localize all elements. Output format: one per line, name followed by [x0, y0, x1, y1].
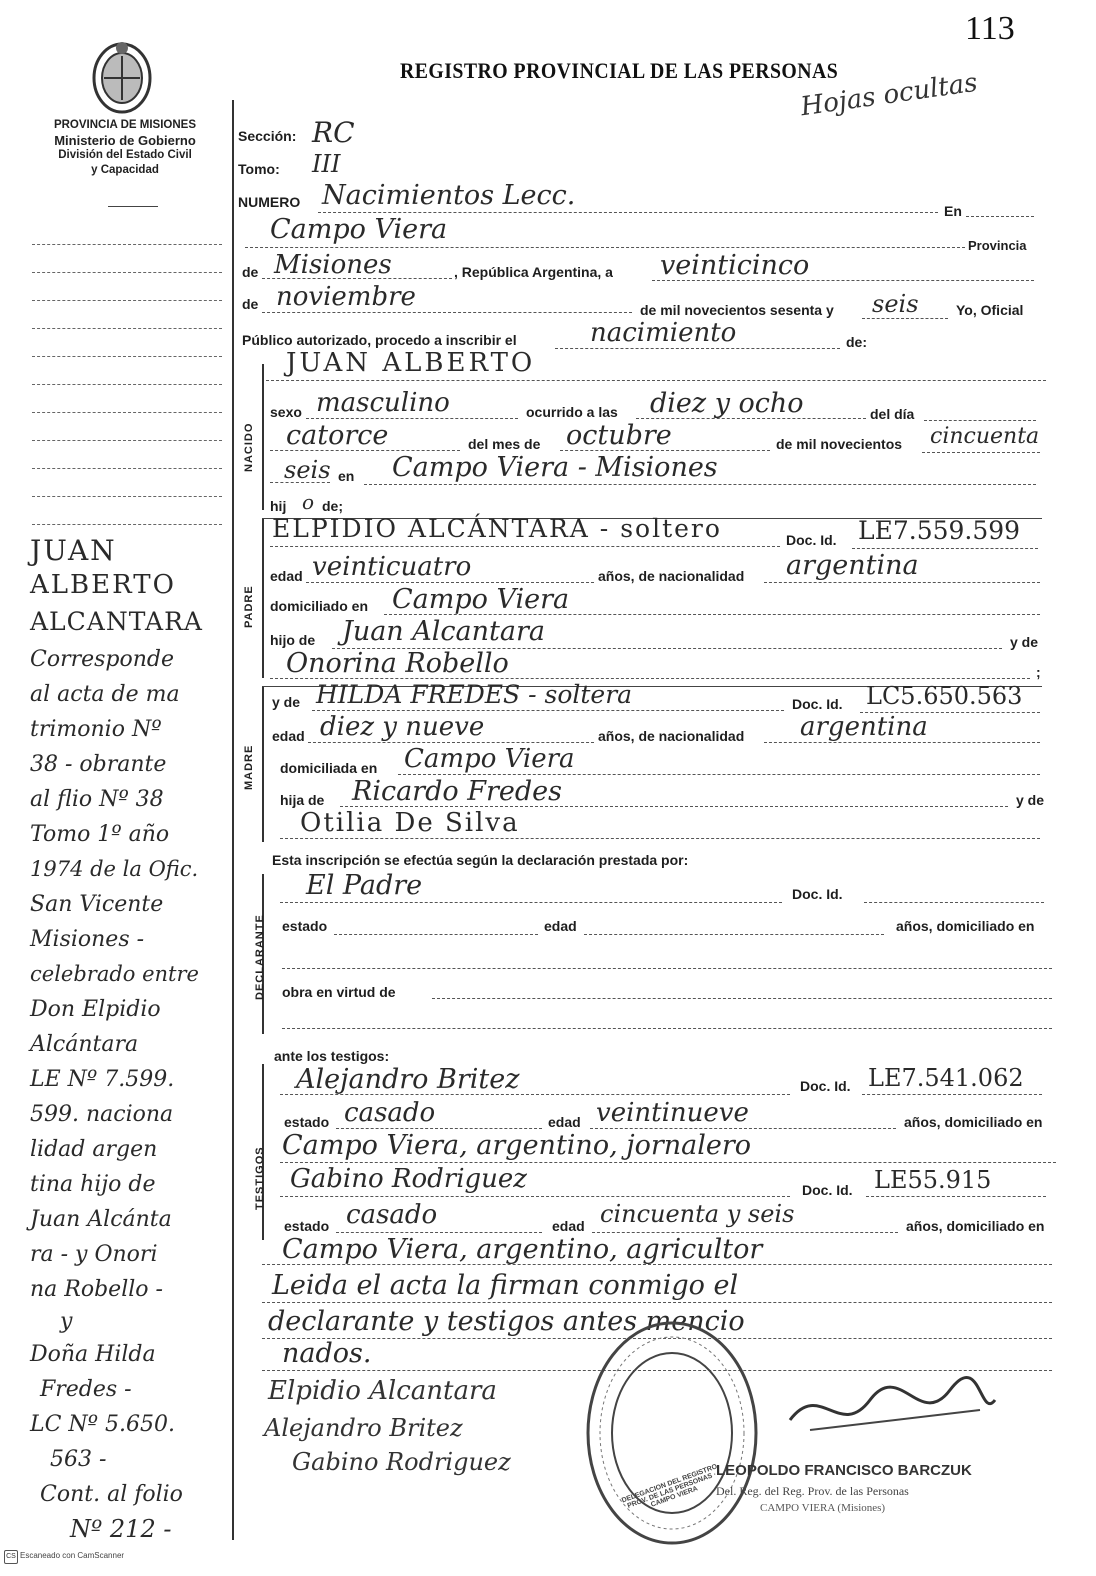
margin-line: lidad argen [30, 1137, 158, 1162]
doc-label: Doc. Id. [802, 1182, 853, 1198]
field-line [590, 1128, 896, 1129]
anios-dom-label: años, domiciliado en [904, 1114, 1043, 1130]
field-line [924, 420, 1036, 421]
margin-line: Fredes - [40, 1377, 132, 1402]
tomo-label: Tomo: [238, 161, 280, 177]
doc-label: Doc. Id. [792, 696, 843, 712]
testigo2-dom-value: Campo Viera, argentino, agricultor [282, 1234, 763, 1265]
padre-value: ELPIDIO ALCÁNTARA - soltero [272, 514, 722, 543]
field-line [262, 1264, 1052, 1265]
testigo1-edad-value: veintinueve [596, 1098, 749, 1128]
estado-label: estado [282, 918, 328, 934]
madre-madre-value: Otilia De Silva [300, 808, 520, 838]
page-number: 113 [965, 10, 1015, 47]
margin-line: LC Nº 5.650. [30, 1412, 175, 1437]
field-line [280, 1196, 790, 1197]
dia-letras-value: veinticinco [660, 250, 810, 281]
anios-nac-label: años, de nacionalidad [598, 568, 745, 584]
field-line [384, 614, 1040, 615]
field-line [306, 582, 594, 583]
field-line [280, 902, 782, 903]
margin-line: JUAN [30, 534, 117, 567]
numero-label: NUMERO [238, 194, 301, 210]
signature-declarante: Elpidio Alcantara [268, 1376, 497, 1406]
field-line [312, 710, 784, 711]
margin-rule [232, 100, 234, 1540]
section-testigos-label: TESTIGOS [254, 1146, 266, 1210]
anio-value: seis [872, 290, 919, 318]
field-line [282, 1028, 1052, 1029]
section-rule [262, 518, 264, 678]
field-line [336, 1232, 542, 1233]
margin-line: na Robello - [30, 1277, 163, 1302]
madre-edad-value: diez y nueve [320, 712, 485, 742]
hijo-label: hij [270, 498, 287, 514]
margin-line: San Vicente [30, 892, 164, 917]
milnov-label: de mil novecientos [776, 436, 903, 452]
field-line [334, 934, 538, 935]
field-line [764, 582, 1040, 583]
field-line [270, 546, 780, 547]
margin-line: al flio Nº 38 [30, 787, 164, 812]
field-line [432, 998, 1052, 999]
field-line [555, 348, 840, 349]
estado-label: estado [284, 1114, 330, 1130]
margin-line: 38 - obrante [30, 752, 167, 777]
margin-line: Alcántara [30, 1032, 139, 1057]
declaracion-label: Esta inscripción se efectúa según la declaración prestada por: [272, 852, 689, 868]
margin-line: ra - y Onori [30, 1242, 158, 1267]
edad-label: edad [272, 728, 305, 744]
madre-nac-value: argentina [800, 712, 928, 742]
officer-title: Del. Reg. del Reg. Prov. de las Personas [716, 1484, 909, 1498]
anio-nac1-value: cincuenta [930, 424, 1040, 449]
signature-testigo-1: Alejandro Britez [264, 1414, 463, 1442]
field-line [282, 968, 1052, 969]
field-line [652, 280, 1034, 281]
testigos-label: ante los testigos: [274, 1048, 390, 1064]
testigo2-estado-value: casado [346, 1200, 438, 1230]
section-padre-label: PADRE [243, 585, 255, 628]
testigo1-estado-value: casado [344, 1098, 436, 1128]
cierre-line-2: declarante y testigos antes mencio [268, 1306, 745, 1337]
field-line [280, 1162, 1056, 1163]
publico-label: Público autorizado, procedo a inscribir el [242, 332, 517, 348]
field-line [270, 678, 1030, 679]
official-seal-icon [584, 1318, 760, 1548]
seccion-label: Sección: [238, 128, 297, 144]
field-line [306, 418, 518, 419]
sexo-label: sexo [270, 404, 302, 420]
lugar-value: Campo Viera [270, 214, 448, 245]
en2-label: en [338, 468, 355, 484]
deldia-label: del día [870, 406, 915, 422]
tomo-value: III [312, 150, 341, 178]
field-line [262, 312, 632, 313]
edad2-label: edad [544, 918, 577, 934]
margin-line: Juan Alcánta [30, 1207, 172, 1232]
obra-label: obra en virtud de [282, 984, 396, 1000]
section-nacido-label: NACIDO [243, 422, 255, 472]
margin-line: 599. naciona [30, 1102, 174, 1127]
mes-value: noviembre [276, 282, 416, 312]
acto-value: nacimiento [590, 318, 737, 348]
institution-block [20, 118, 230, 178]
dia-nac-value: catorce [286, 420, 389, 451]
ocurrido-label: ocurrido a las [526, 404, 618, 420]
padre-madre-value: Onorina Robello [286, 648, 509, 679]
margin-note [30, 534, 245, 1547]
en-label: En [944, 203, 962, 219]
testigo2-doc-value: LE55.915 [874, 1166, 992, 1194]
margin-line: 1974 de la Ofic. [30, 857, 199, 881]
field-line [245, 247, 965, 248]
camscanner-icon: CS [4, 1550, 18, 1564]
margin-line: ALBERTO [30, 570, 176, 600]
hijade-label: hija de [280, 792, 325, 808]
section-declarante-label: DECLARANTE [254, 914, 266, 1000]
republica-label: , República Argentina, a [454, 264, 613, 280]
domiciliada-label: domiciliada en [280, 760, 378, 776]
numero-value: Nacimientos Lecc. [322, 180, 576, 211]
field-line [262, 278, 452, 279]
institution-line: Ministerio de Gobierno [54, 133, 196, 148]
anios-dom-label: años, domiciliado en [906, 1218, 1045, 1234]
section-madre-label: MADRE [243, 744, 255, 790]
field-line [398, 774, 1040, 775]
field-line [592, 1232, 898, 1233]
institution-line: División del Estado Civil [58, 149, 192, 161]
field-line [852, 548, 1038, 549]
declarante-value: El Padre [306, 870, 423, 901]
edad2-label: edad [548, 1114, 581, 1130]
edad2-label: edad [552, 1218, 585, 1234]
section-rule [262, 364, 264, 510]
field-line [584, 934, 884, 935]
margin-line: Misiones - [30, 927, 145, 952]
signature-testigo-2: Gabino Rodriguez [292, 1448, 511, 1476]
provincia-value: Misiones [274, 250, 392, 280]
margin-line: Tomo 1º año [30, 822, 170, 847]
margin-line: y [60, 1309, 73, 1334]
scanner-footer: Escaneado con CamScanner [20, 1551, 125, 1560]
hora-value: diez y ocho [650, 388, 804, 419]
top-stamp: Hojas ocultas [798, 67, 980, 123]
margin-line: 563 - [50, 1447, 107, 1472]
margin-line: Nº 212 - [70, 1515, 172, 1543]
testigo2-edad-value: cincuenta y seis [600, 1200, 795, 1228]
anios-dom-label: años, domiciliado en [896, 918, 1035, 934]
field-line [864, 902, 1044, 903]
margin-line: LE Nº 7.599. [30, 1067, 175, 1092]
de-label: de [242, 264, 259, 280]
oficial-label: Yo, Oficial [956, 302, 1024, 318]
anios-nac-label: años, de nacionalidad [598, 728, 745, 744]
testigo1-doc-value: LE7.541.062 [868, 1064, 1024, 1092]
officer-signature [780, 1370, 1000, 1450]
yde2-label: y de [272, 694, 301, 710]
field-line [280, 838, 1040, 839]
field-line [364, 484, 1036, 485]
padre-doc-value: LE7.559.599 [858, 516, 1021, 545]
anio-nac2-value: seis [284, 456, 331, 484]
margin-line: Doña Hilda [30, 1342, 156, 1367]
field-line [764, 742, 1040, 743]
margin-line: celebrado entre [30, 962, 199, 986]
hijode-label: hijo de [270, 632, 316, 648]
padre-edad-value: veinticuatro [312, 552, 472, 582]
hijo-o-value: o [302, 490, 315, 514]
margin-line: tina hijo de [30, 1172, 156, 1197]
doc-label: Doc. Id. [792, 886, 843, 902]
yde-label: y de [1016, 792, 1045, 808]
officer-place: CAMPO VIERA (Misiones) [760, 1502, 886, 1514]
divider [108, 206, 158, 207]
institution-line: y Capacidad [91, 164, 159, 176]
field-line [340, 806, 1008, 807]
margin-line: Corresponde [30, 647, 175, 672]
margin-line: Cont. al folio [40, 1482, 183, 1507]
padre-dom-value: Campo Viera [392, 584, 570, 615]
cierre-line-3: nados. [282, 1338, 372, 1369]
de-label: de [242, 296, 259, 312]
field-line [318, 212, 938, 213]
document-title: REGISTRO PROVINCIAL DE LAS PERSONAS [400, 58, 839, 83]
semicolon: ; [1036, 664, 1041, 680]
field-line [922, 452, 1040, 453]
institution-line: PROVINCIA DE MISIONES [53, 119, 197, 131]
seccion-value: RC [312, 116, 355, 149]
field-line [866, 1196, 1046, 1197]
mil-label: de mil novecientos sesenta y [640, 302, 834, 318]
field-line [280, 1094, 790, 1095]
testigo1-value: Alejandro Britez [296, 1064, 520, 1095]
section-rule [262, 686, 264, 842]
domiciliado-label: domiciliado en [270, 598, 369, 614]
padre-nac-value: argentina [786, 550, 919, 581]
field-line [266, 380, 1046, 381]
field-line [862, 318, 948, 319]
testigo2-value: Gabino Rodriguez [290, 1164, 527, 1194]
delmes-label: del mes de [468, 436, 541, 452]
mes-nac-value: octubre [566, 420, 672, 451]
seal-text: DELEGACION DEL REGISTRO PROV. DE LAS PERSONAS · CAMPO VIERA [620, 1463, 719, 1510]
estado-label: estado [284, 1218, 330, 1234]
officer-name: LEOPOLDO FRANCISCO BARCZUK [716, 1462, 972, 1479]
de3-label: de; [322, 498, 343, 514]
cierre-line-1: Leida el acta la firman conmigo el [272, 1270, 739, 1301]
edad-label: edad [270, 568, 303, 584]
padre-padre-value: Juan Alcantara [342, 616, 545, 647]
field-line [560, 450, 770, 451]
field-line [336, 1128, 542, 1129]
field-line [270, 450, 460, 451]
margin-line: trimonio Nº [30, 717, 162, 742]
sexo-value: masculino [316, 388, 450, 418]
testigo1-dom-value: Campo Viera, argentino, jornalero [282, 1130, 752, 1161]
field-line [270, 482, 330, 483]
margin-line: Don Elpidio [30, 997, 161, 1022]
margin-line: ALCANTARA [30, 607, 203, 636]
provincia-label: Provincia [968, 238, 1027, 253]
lugar-nac-value: Campo Viera - Misiones [392, 452, 718, 483]
madre-value: HILDA FREDES - soltera [316, 680, 633, 709]
field-line [862, 1094, 1042, 1095]
margin-line: al acta de ma [30, 682, 180, 707]
nombre-value: JUAN ALBERTO [286, 348, 536, 378]
madre-padre-value: Ricardo Fredes [352, 776, 562, 807]
yde-label: y de [1010, 634, 1039, 650]
doc-label: Doc. Id. [800, 1078, 851, 1094]
field-line [262, 1302, 1052, 1303]
madre-dom-value: Campo Viera [404, 744, 575, 774]
coat-of-arms-icon [88, 38, 156, 116]
doc-label: Doc. Id. [786, 532, 837, 548]
field-line [308, 742, 594, 743]
de2-label: de: [846, 334, 867, 350]
field-line [636, 418, 866, 419]
field-line [966, 216, 1034, 217]
madre-doc-value: LC5.650.563 [866, 682, 1023, 710]
